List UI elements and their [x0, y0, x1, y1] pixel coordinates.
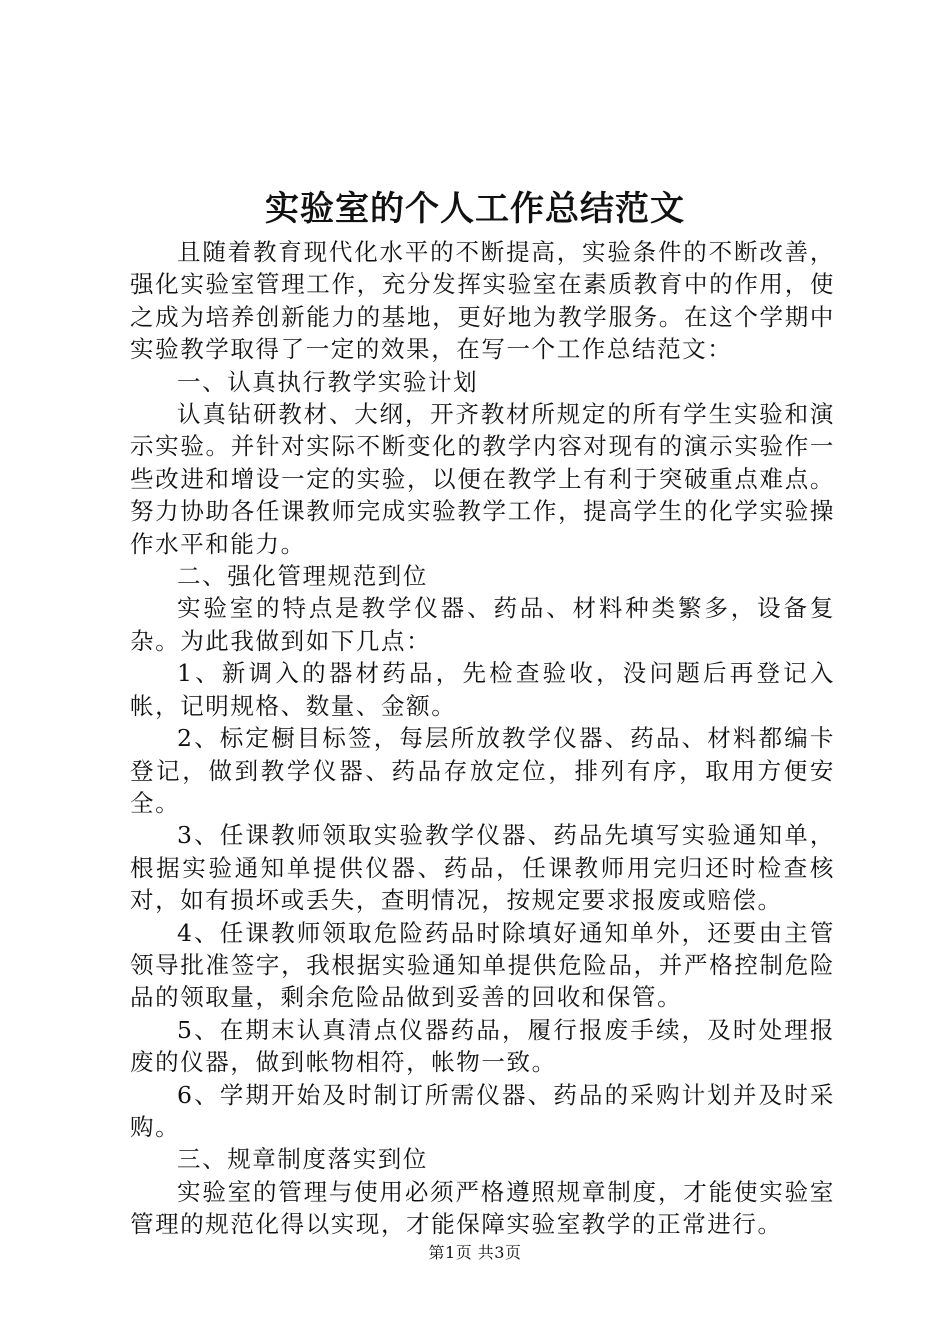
- list-item-6: 6、学期开始及时制订所需仪器、药品的采购计划并及时采购。: [130, 1080, 835, 1141]
- section-heading-2: 二、强化管理规范到位: [177, 562, 428, 591]
- paragraph-section-2: 实验室的特点是教学仪器、药品、材料种类繁多，设备复杂。为此我做到如下几点：: [130, 594, 835, 655]
- section-heading-1: 一、认真执行教学实验计划: [177, 367, 479, 396]
- document-body: [130, 236, 835, 1241]
- list-item-1: 1、新调入的器材药品，先检查验收，没问题后再登记入帐，记明规格、数量、金额。: [130, 659, 835, 720]
- list-item-2: 2、标定橱目标签，每层所放教学仪器、药品、材料都编卡登记，做到教学仪器、药品存放定位，排列有序，取用方便安全。: [130, 724, 835, 817]
- document-title: 实验室的个人工作总结范文: [265, 189, 685, 229]
- list-item-3: 3、任课教师领取实验教学仪器、药品先填写实验通知单，根据实验通知单提供仪器、药品，任课教师用完归还时检查核对，如有损坏或丢失，查明情况，按规定要求报废或赔偿。: [130, 821, 835, 915]
- paragraph-section-3: 实验室的管理与使用必须严格遵照规章制度，才能使实验室管理的规范化得以实现，才能保障实验室教学的正常进行。: [130, 1177, 835, 1239]
- list-item-4: 4、任课教师领取危险药品时除填好通知单外，还要由主管领导批准签字，我根据实验通知单提供危险品，并严格控制危险品的领取量，剩余危险品做到妥善的回收和保管。: [130, 918, 835, 1012]
- page-footer: 第1页 共3页: [428, 1243, 522, 1262]
- paragraph-intro: 且随着教育现代化水平的不断提高，实验条件的不断改善，强化实验室管理工作，充分发挥实验室在素质教育中的作用，使之成为培养创新能力的基地，更好地为教学服务。在这个学期中实验教学取得了一定的效果，在写一个工作总结范文：: [130, 238, 835, 364]
- list-item-5: 5、在期末认真清点仪器药品，履行报废手续，及时处理报废的仪器，做到帐物相符，帐物一致。: [130, 1015, 835, 1077]
- section-heading-3: 三、规章制度落实到位: [177, 1145, 428, 1174]
- paragraph-section-1: 认真钻研教材、大纲，开齐教材所规定的所有学生实验和演示实验。并针对实际不断变化的教学内容对现有的演示实验作一些改进和增设一定的实验，以便在教学上有利于突破重点难点。努力协助各任课教师完成实验教学工作，提高学生的化学实验操作水平和能力。: [130, 400, 835, 558]
